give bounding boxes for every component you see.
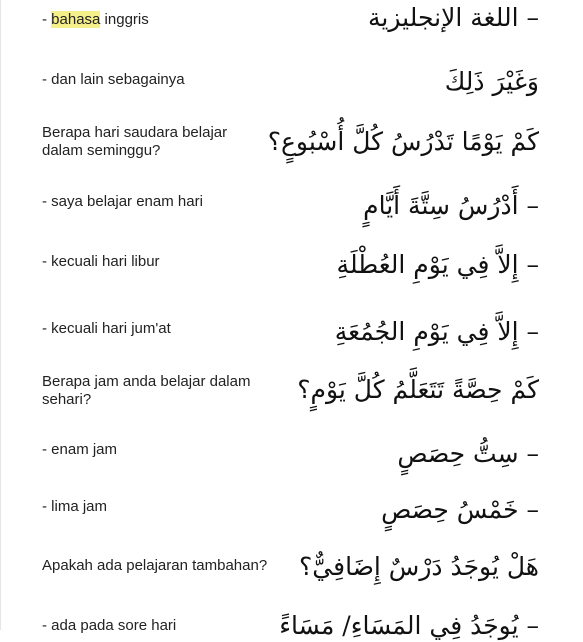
answer-row xyxy=(0,243,583,303)
arabic-question: كَمْ يَوْمًا تَدْرُسُ كُلَّ أُسْبُوعٍ؟ xyxy=(267,127,539,156)
indonesian-text: - kecuali hari jum'at xyxy=(42,320,171,337)
highlighted-word: bahasa xyxy=(51,11,101,28)
arabic-text: – خَمْسُ حِصَصٍ xyxy=(381,495,539,524)
answer-row xyxy=(0,432,583,487)
arabic-text: – إِلاَّ فِي يَوْمِ الجُمُعَةِ xyxy=(334,317,539,346)
indonesian-text-rest: inggris xyxy=(100,11,149,28)
indonesian-question: Apakah ada pelajaran tambahan? xyxy=(42,557,268,574)
indonesian-text: - dan lain sebagainya xyxy=(42,71,185,88)
indonesian-text: - lima jam xyxy=(42,498,108,515)
answer-row xyxy=(0,606,583,640)
question-row xyxy=(0,370,583,430)
indonesian-text: - saya belajar enam hari xyxy=(42,193,203,210)
indonesian-question: Berapa hari saudara belajar dalam seminggu? xyxy=(42,124,228,159)
indonesian-text: - kecuali hari libur xyxy=(42,253,160,270)
arabic-text: – إِلاَّ فِي يَوْمِ العُطْلَةِ xyxy=(336,250,539,279)
answer-row xyxy=(0,310,583,370)
indonesian-text: - ada pada sore hari xyxy=(42,617,177,634)
dash: - xyxy=(42,11,52,28)
indonesian-text: - enam jam xyxy=(42,441,118,458)
question-row xyxy=(0,118,583,178)
arabic-question: كَمْ حِصَّةً تَتَعَلَّمُ كُلَّ يَوْمٍ؟ xyxy=(297,375,539,404)
arabic-text: وَغَيْرَ ذَلِكَ xyxy=(444,67,539,96)
arabic-text: – سِتُّ حِصَصٍ xyxy=(397,439,539,468)
arabic-text: – أَدْرُسُ سِتَّةَ أَيَّامٍ xyxy=(363,191,539,220)
answer-row xyxy=(0,488,583,543)
vocab-row xyxy=(0,60,583,120)
vocab-row xyxy=(0,0,583,60)
arabic-question: هَلْ يُوجَدُ دَرْسٌ إِضَافِيٌّ؟ xyxy=(299,552,539,581)
arabic-text: – اللغة الإنجليزية xyxy=(368,3,539,32)
indonesian-text xyxy=(42,11,292,29)
answer-row xyxy=(0,180,583,240)
arabic-text: – يُوجَدُ فِي المَسَاءِ/ مَسَاءً xyxy=(279,611,539,640)
indonesian-question: Berapa jam anda belajar dalam sehari? xyxy=(42,373,251,408)
question-row xyxy=(0,545,583,600)
